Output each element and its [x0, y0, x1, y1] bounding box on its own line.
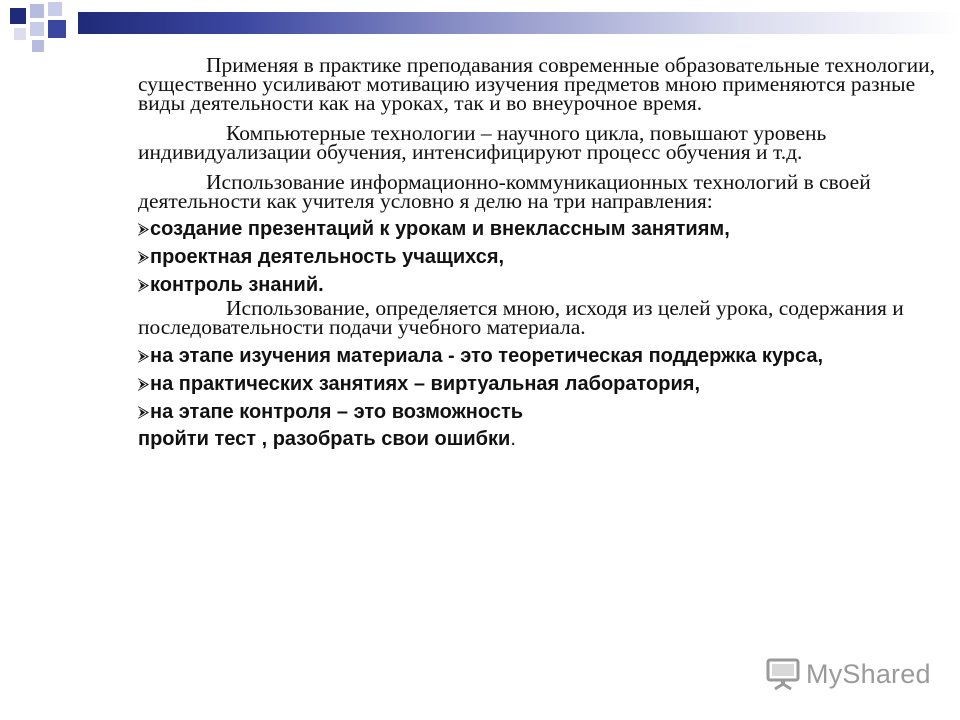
bullet-item: контроль знаний. [138, 274, 938, 296]
paragraph-ict-usage: Использование информационно-коммуникационных технологий в своей деятельности как учителя условно я делю на три направления: [138, 170, 871, 213]
arrow-bullet-icon [138, 251, 149, 264]
arrow-bullet-icon [138, 350, 149, 363]
corner-square-dark [10, 8, 26, 24]
corner-decoration [0, 0, 90, 60]
projector-screen-icon [766, 657, 800, 691]
arrow-bullet-icon [138, 406, 149, 419]
bullet-item: на практических занятиях – виртуальная лаборатория, [138, 373, 938, 395]
mysharedwatermark [766, 655, 931, 693]
corner-square-light [32, 40, 44, 52]
bullet-item: создание презентаций к урокам и внеклассным занятиям, [138, 218, 938, 240]
slide-content [138, 53, 938, 450]
corner-square-light [30, 22, 44, 36]
bullet-item: проектная деятельность учащихся, [138, 246, 938, 268]
corner-square-blue [48, 20, 66, 38]
bullet-item: на этапе изучения материала - это теоретическая поддержка курса, [138, 345, 938, 367]
paragraph-intro: Применяя в практике преподавания современные образовательные технологии, существенно усиливают мотивацию изучения предметов мною применяются разные виды деятельности как на уроках, так и во внеурочное время. [138, 53, 936, 115]
closing-period: . [510, 428, 516, 450]
bullet-item: на этапе контроля – это возможность [138, 401, 938, 423]
arrow-bullet-icon [138, 378, 149, 391]
corner-square-mid [48, 2, 62, 16]
arrow-bullet-icon [138, 279, 149, 292]
corner-square-light [30, 4, 44, 18]
corner-square-light [14, 28, 26, 40]
arrow-bullet-icon [138, 223, 149, 236]
header-gradient-bar [78, 12, 960, 34]
closing-line: пройти тест , разобрать свои ошибки. [138, 428, 516, 450]
paragraph-usage-goals: Использование, определяется мною, исходя из целей урока, содержания и последовательности подачи учебного материала. [138, 296, 904, 339]
watermark-text: MyShared [806, 658, 931, 689]
paragraph-computer-tech: Компьютерные технологии – научного цикла, повышают уровень индивидуализации обучения, интенсифицируют процесс обучения и т.д. [138, 121, 827, 164]
